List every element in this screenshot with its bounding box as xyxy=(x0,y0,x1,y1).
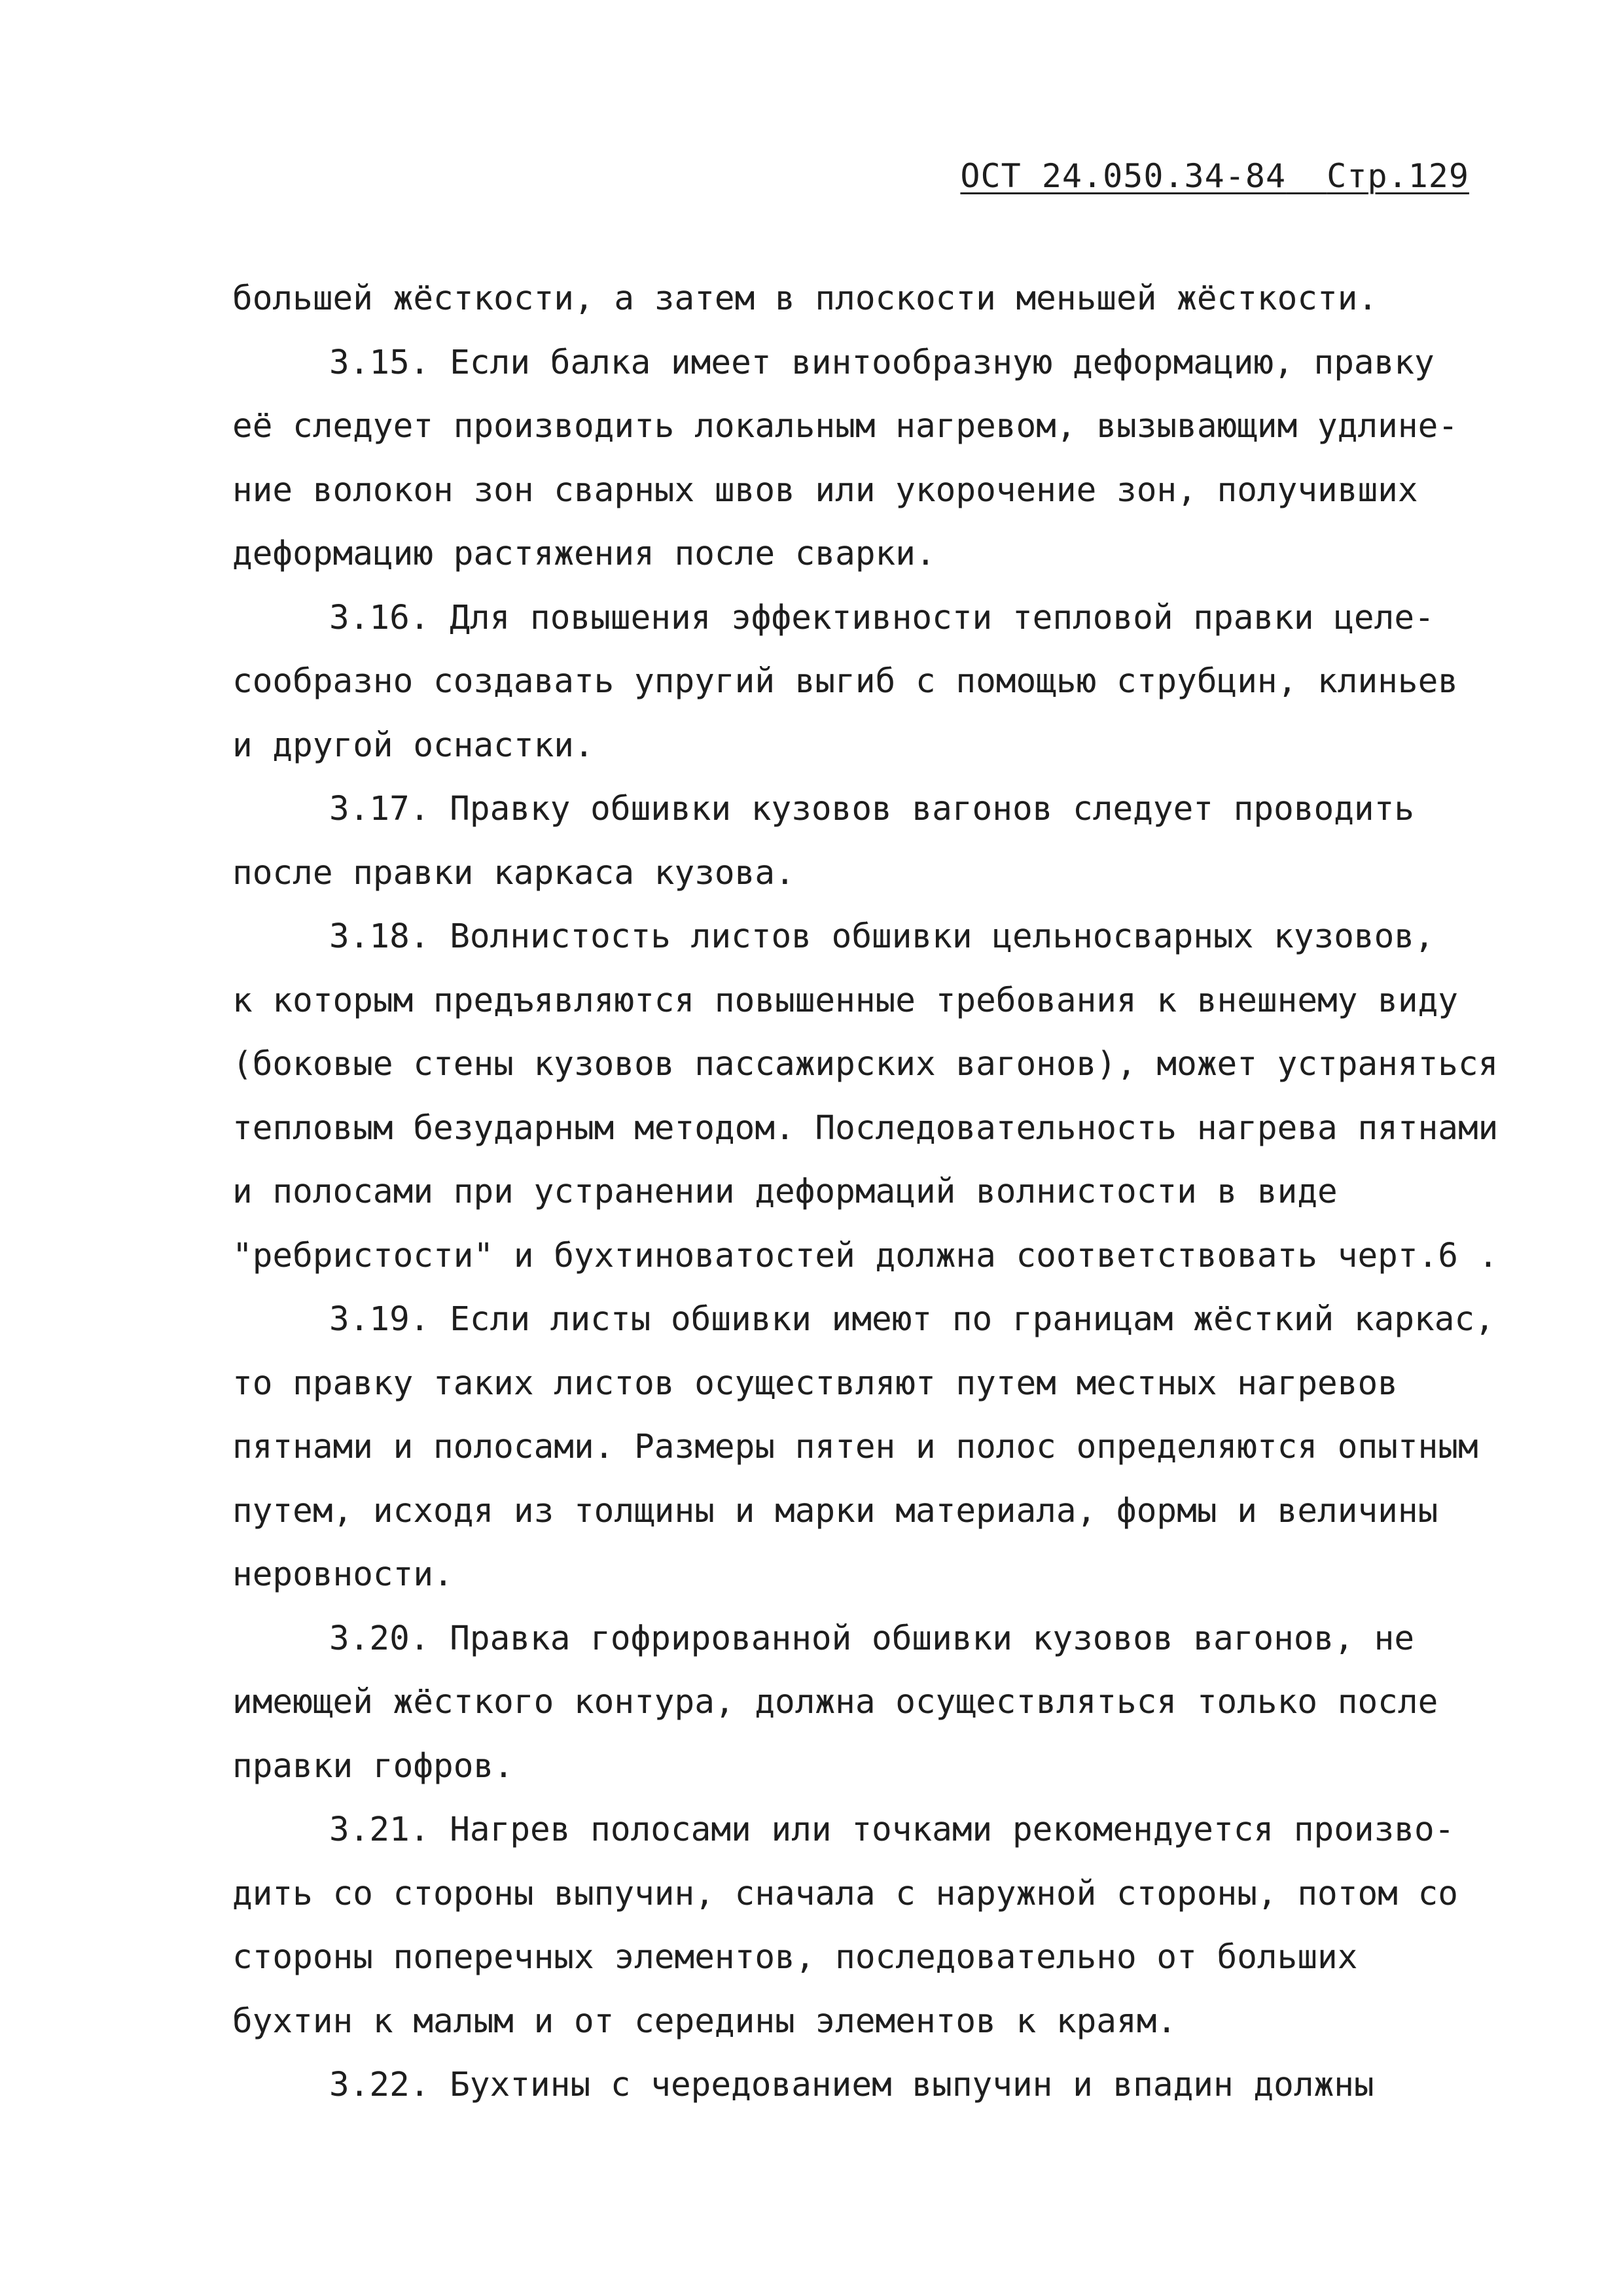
text-line: сообразно создавать упругий выгиб с помощью струбцин, клиньев xyxy=(232,662,1458,701)
text-line: к которым предъявляются повышенные требования к внешнему виду xyxy=(232,981,1458,1020)
paragraph-start-line: 3.20. Правка гофрированной обшивки кузовов вагонов, не xyxy=(329,1619,1415,1658)
paragraph-start-line: 3.15. Если балка имеет винтообразную деформацию, правку xyxy=(329,343,1435,382)
text-line: неровности. xyxy=(232,1555,454,1594)
document-body xyxy=(232,267,1499,2117)
text-line: дить со стороны выпучин, сначала с наружной стороны, потом со xyxy=(232,1874,1458,1913)
text-line: тепловым безударным методом. Последовательность нагрева пятнами xyxy=(232,1108,1499,1148)
text-line: стороны поперечных элементов, последовательно от больших xyxy=(232,1938,1358,1977)
text-line: её следует производить локальным нагревом, вызывающим удлине- xyxy=(232,407,1458,446)
text-line: и другой оснастки. xyxy=(232,726,594,765)
text-line: пятнами и полосами. Размеры пятен и полос определяются опытным xyxy=(232,1428,1478,1466)
paragraph-start-line: 3.22. Бухтины с чередованием выпучин и впадин должны xyxy=(329,2066,1374,2104)
text-line: имеющей жёсткого контура, должна осуществляться только после xyxy=(232,1683,1438,1722)
text-line: (боковые стены кузовов пассажирских вагонов), может устраняться xyxy=(232,1045,1499,1084)
text-line: большей жёсткости, а затем в плоскости меньшей жёсткости. xyxy=(232,279,1378,318)
page-header xyxy=(960,157,1469,195)
document-code: ОСТ 24.050.34-84 xyxy=(960,157,1287,195)
text-line: "ребристости" и бухтиноватостей должна соответствовать черт.6 . xyxy=(232,1236,1499,1275)
paragraph-start-line: 3.16. Для повышения эффективности тепловой правки целе- xyxy=(329,598,1435,637)
paragraph-start-line: 3.21. Нагрев полосами или точками рекомендуется произво- xyxy=(329,1810,1455,1849)
text-line: путем, исходя из толщины и марки материала, формы и величины xyxy=(232,1491,1438,1530)
text-line: и полосами при устранении деформаций волнистости в виде xyxy=(232,1173,1338,1211)
paragraph-start-line: 3.19. Если листы обшивки имеют по границам жёсткий каркас, xyxy=(329,1300,1495,1339)
text-line: бухтин к малым и от середины элементов к краям. xyxy=(232,2002,1177,2041)
page-number: Стр.129 xyxy=(1327,157,1469,195)
text-line: деформацию растяжения после сварки. xyxy=(232,535,936,573)
text-line: правки гофров. xyxy=(232,1746,514,1786)
text-line: после правки каркаса кузова. xyxy=(232,853,795,892)
text-line: то правку таких листов осуществляют путем местных нагревов xyxy=(232,1364,1398,1403)
paragraph-start-line: 3.17. Правку обшивки кузовов вагонов следует проводить xyxy=(329,790,1415,828)
text-line: ние волокон зон сварных швов или укорочение зон, получивших xyxy=(232,470,1418,510)
paragraph-start-line: 3.18. Волнистость листов обшивки цельносварных кузовов, xyxy=(329,917,1435,956)
